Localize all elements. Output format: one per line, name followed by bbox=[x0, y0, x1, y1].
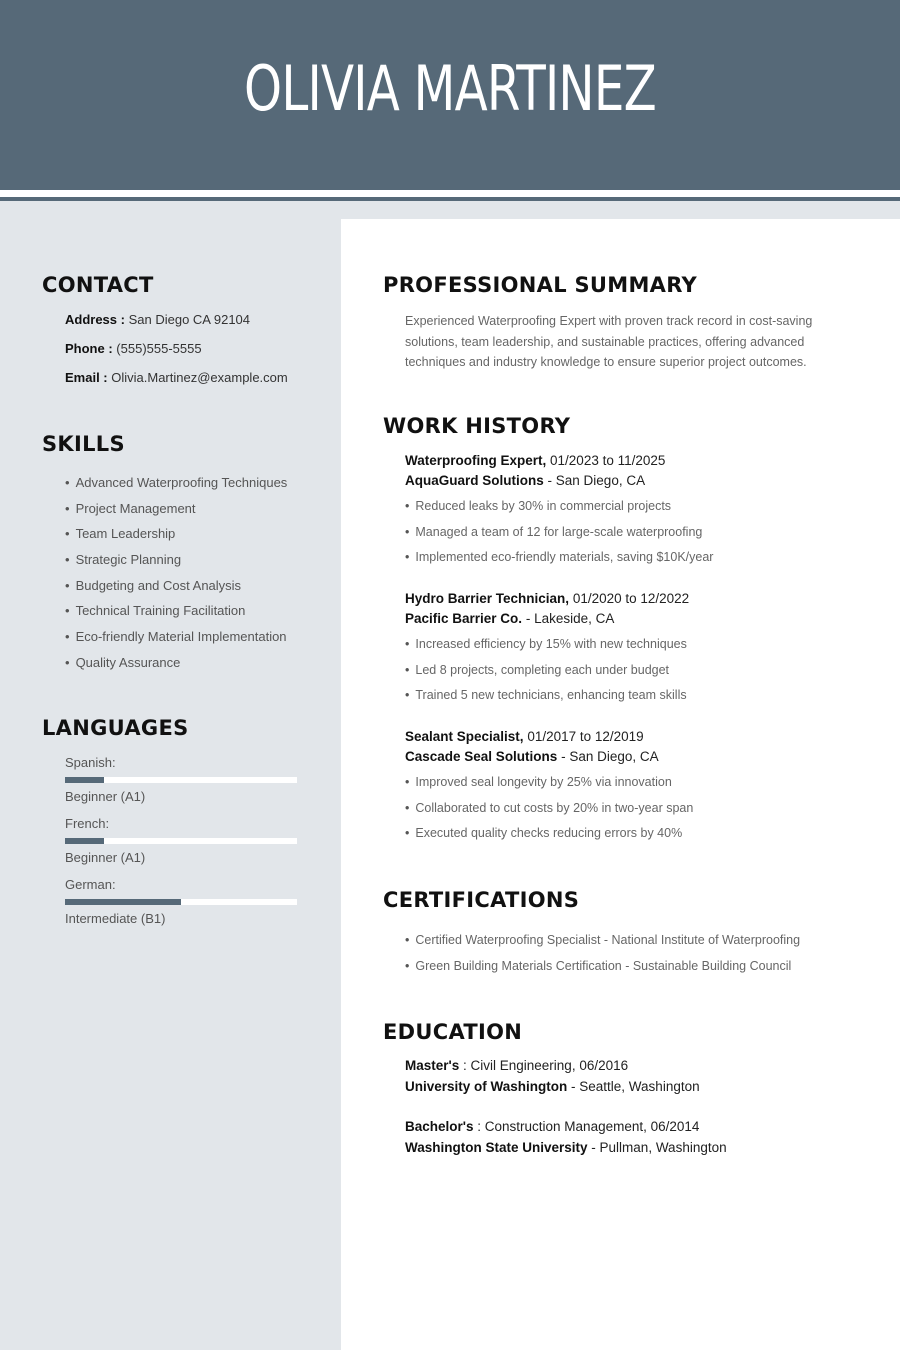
job-company: Cascade Seal Solutions bbox=[405, 749, 558, 764]
job-company-line bbox=[405, 747, 875, 767]
certification-item: • Certified Waterproofing Specialist - National Institute of Waterproofing bbox=[405, 931, 875, 957]
job-bullet: • Trained 5 new technicians, enhancing team skills bbox=[405, 686, 875, 712]
language-item-spanish bbox=[65, 755, 297, 805]
skill-item: • Technical Training Facilitation bbox=[65, 602, 287, 628]
language-name: German: bbox=[65, 877, 116, 892]
education-degree-line bbox=[405, 1056, 875, 1077]
summary-text: Experienced Waterproofing Expert with proven track record in cost-saving solutions, team leadership, and sustainable practices, offering advanced techniques and industry knowledge to ensure superior project outcomes. bbox=[405, 314, 813, 369]
job-dates: 01/2023 to 11/2025 bbox=[550, 453, 666, 468]
contact-section bbox=[65, 311, 288, 398]
address-value: San Diego CA 92104 bbox=[128, 312, 251, 327]
job-entry bbox=[405, 589, 875, 712]
job-bullet: • Managed a team of 12 for large-scale waterproofing bbox=[405, 523, 875, 549]
candidate-name: OLIVIA MARTINEZ bbox=[244, 52, 656, 125]
skill-item: • Advanced Waterproofing Techniques bbox=[65, 474, 287, 500]
skills-list bbox=[65, 474, 287, 680]
skill-item: • Project Management bbox=[65, 500, 287, 526]
job-bullet: • Collaborated to cut costs by 20% in two-year span bbox=[405, 799, 875, 825]
language-level: Beginner (A1) bbox=[65, 850, 146, 865]
language-item-german bbox=[65, 877, 297, 927]
contact-email bbox=[65, 369, 288, 398]
education-field: : Civil Engineering, 06/2016 bbox=[463, 1058, 629, 1073]
language-level: Intermediate (B1) bbox=[65, 911, 166, 926]
job-role: Hydro Barrier Technician, bbox=[405, 591, 570, 606]
job-bullet: • Executed quality checks reducing errors by 40% bbox=[405, 824, 875, 850]
job-bullet: • Led 8 projects, completing each under budget bbox=[405, 661, 875, 687]
education-heading: EDUCATION bbox=[383, 1020, 523, 1044]
education-school-line bbox=[405, 1138, 875, 1159]
language-name: French: bbox=[65, 816, 110, 831]
job-bullet: • Reduced leaks by 30% in commercial projects bbox=[405, 497, 875, 523]
job-title-line bbox=[405, 589, 875, 609]
email-label: Email : bbox=[65, 370, 108, 385]
job-company: Pacific Barrier Co. bbox=[405, 611, 523, 626]
education-entry bbox=[405, 1056, 875, 1097]
languages-heading: LANGUAGES bbox=[42, 716, 189, 740]
certifications-list bbox=[405, 931, 875, 982]
education-school: Washington State University bbox=[405, 1139, 588, 1155]
education-school-line bbox=[405, 1077, 875, 1098]
job-bullet: • Improved seal longevity by 25% via innovation bbox=[405, 773, 875, 799]
header-banner bbox=[0, 0, 900, 190]
education-field: : Construction Management, 06/2014 bbox=[477, 1119, 700, 1134]
job-bullets bbox=[405, 773, 875, 850]
contact-heading: CONTACT bbox=[42, 273, 154, 297]
work-history-heading: WORK HISTORY bbox=[383, 414, 571, 438]
language-bar-fill bbox=[65, 838, 104, 844]
job-title-line bbox=[405, 727, 875, 747]
education-degree-line bbox=[405, 1117, 875, 1138]
job-bullet: • Implemented eco-friendly materials, saving $10K/year bbox=[405, 548, 875, 574]
email-value: Olivia.Martinez@example.com bbox=[111, 370, 288, 385]
skill-item: • Budgeting and Cost Analysis bbox=[65, 577, 287, 603]
job-company: AquaGuard Solutions bbox=[405, 473, 544, 488]
language-item-french bbox=[65, 816, 297, 866]
address-label: Address : bbox=[65, 312, 125, 327]
skill-item: • Quality Assurance bbox=[65, 654, 287, 680]
education-location: - Seattle, Washington bbox=[571, 1078, 700, 1094]
phone-value: (555)555-5555 bbox=[116, 341, 202, 356]
job-bullets bbox=[405, 635, 875, 712]
job-location: - Lakeside, CA bbox=[525, 611, 615, 626]
education-entry bbox=[405, 1117, 875, 1158]
job-location: - San Diego, CA bbox=[561, 749, 659, 764]
education-school: University of Washington bbox=[405, 1078, 568, 1094]
certification-item: • Green Building Materials Certification - Sustainable Building Council bbox=[405, 957, 875, 983]
certifications-heading: CERTIFICATIONS bbox=[383, 888, 580, 912]
language-bar bbox=[65, 899, 297, 905]
language-bar bbox=[65, 777, 297, 783]
summary-heading: PROFESSIONAL SUMMARY bbox=[383, 273, 698, 297]
contact-address bbox=[65, 311, 288, 340]
job-bullets bbox=[405, 497, 875, 574]
job-title-line bbox=[405, 451, 875, 471]
skills-heading: SKILLS bbox=[42, 432, 125, 456]
language-name: Spanish: bbox=[65, 755, 116, 770]
language-bar-fill bbox=[65, 899, 181, 905]
language-bar-fill bbox=[65, 777, 104, 783]
job-bullet: • Increased efficiency by 15% with new techniques bbox=[405, 635, 875, 661]
job-dates: 01/2017 to 12/2019 bbox=[527, 729, 644, 744]
job-entry bbox=[405, 451, 875, 574]
job-entry bbox=[405, 727, 875, 850]
education-degree: Master's bbox=[405, 1058, 460, 1073]
job-company-line bbox=[405, 471, 875, 491]
skill-item: • Team Leadership bbox=[65, 525, 287, 551]
job-location: - San Diego, CA bbox=[547, 473, 646, 488]
language-level: Beginner (A1) bbox=[65, 789, 146, 804]
language-bar bbox=[65, 838, 297, 844]
education-location: - Pullman, Washington bbox=[591, 1139, 727, 1155]
job-company-line bbox=[405, 609, 875, 629]
skill-item: • Strategic Planning bbox=[65, 551, 287, 577]
job-role: Sealant Specialist, bbox=[405, 729, 524, 744]
job-role: Waterproofing Expert, bbox=[405, 453, 547, 468]
education-degree: Bachelor's bbox=[405, 1119, 474, 1134]
job-dates: 01/2020 to 12/2022 bbox=[572, 591, 690, 606]
phone-label: Phone : bbox=[65, 341, 113, 356]
contact-phone bbox=[65, 340, 288, 369]
skill-item: • Eco-friendly Material Implementation bbox=[65, 628, 287, 654]
